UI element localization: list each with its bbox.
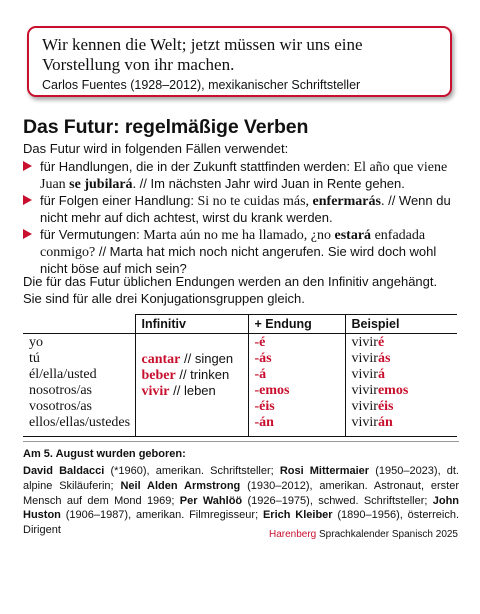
intro-text: Das Futur wird in folgenden Fällen verwendet: (23, 141, 289, 156)
page-title: Das Futur: regelmäßige Verben (23, 116, 309, 138)
example-form: viviré (351, 335, 385, 350)
person-info: (1926–1975), schwed. Schriftsteller; (242, 494, 433, 507)
person-info: (*1960), amerikan. Schriftsteller; (104, 465, 280, 477)
bullet-label: für Vermutungen: (40, 227, 140, 242)
table-header-endung: + Endung (248, 315, 345, 334)
brand-name: Harenberg (268, 529, 317, 540)
infinitive-entry: cantar // singen (141, 351, 234, 367)
arrow-icon (23, 229, 32, 239)
person-info: (1930–2012), amerikan. Astronaut, erster Mensch auf dem Mond 1969; (23, 479, 459, 507)
bullet-item (23, 159, 453, 193)
bullet-label: für Handlungen, die in der Zukunft stattfinden werden: (40, 159, 351, 174)
pronoun: tú (29, 351, 40, 366)
birthdays-title: Am 5. August wurden geboren: (23, 448, 186, 460)
person-name: Neil Alden Armstrong (120, 479, 241, 492)
quote-box (27, 26, 452, 97)
person-name: Erich Kleiber (262, 509, 333, 522)
conjugation-table (23, 314, 457, 437)
spanish-example: Marta aún no me ha llamado, ¿no (139, 228, 335, 243)
person-name: John Huston (23, 494, 460, 522)
ending: -éis (254, 399, 275, 414)
example-form: viviremos (351, 383, 409, 398)
table-row (23, 334, 457, 437)
pronoun: yo (29, 335, 43, 350)
footer (269, 529, 458, 540)
arrow-icon (23, 161, 32, 171)
note-text: Die für das Futur üblichen Endungen werden an den Infinitiv angehängt. Sie sind für alle drei Konjugationsgruppen gleich. (23, 274, 438, 306)
quote-text: Wir kennen die Welt; jetzt müssen wir uns eine Vorstellung von ihr machen. (42, 35, 363, 74)
bullet-label: für Folgen einer Handlung: (40, 193, 194, 208)
example-form: viviréis (351, 399, 394, 414)
pronoun: él/ella/usted (29, 367, 97, 382)
footer-title: Sprachkalender Spanisch 2025 (316, 529, 458, 540)
example-form: vivirá (351, 367, 385, 382)
german-translation: // Im nächsten Jahr wird Juan in Rente gehen. (136, 176, 405, 191)
example-form: vivirás (351, 351, 391, 366)
pronoun: ellos/ellas/ustedes (29, 415, 131, 430)
infinitive-entry: vivir // leben (141, 383, 216, 399)
table-header-row (23, 315, 457, 334)
spanish-example: . (380, 194, 385, 209)
spanish-example: . (132, 177, 137, 192)
spanish-example: Si no te cuidas más, (193, 194, 313, 209)
person-info: (1906–1987), amerikan. Filmregisseur; (60, 509, 263, 522)
infinitive-column (135, 334, 248, 437)
pronoun-column (23, 334, 135, 437)
spanish-example: enfadada conmigo? (40, 228, 426, 260)
ending: -ás (254, 351, 272, 366)
spanish-example: El año que viene Juan (40, 160, 448, 192)
bullet-text (40, 227, 453, 277)
person-name: Rosi Mittermaier (279, 465, 370, 477)
divider (23, 441, 459, 442)
ending-column (248, 334, 345, 437)
person-name: Per Wahlöö (179, 494, 243, 507)
example-form: vivirán (351, 415, 393, 430)
spanish-verb: se jubilará (69, 177, 133, 192)
pronoun: vosotros/as (29, 399, 92, 414)
ending: -emos (254, 383, 290, 398)
bullet-text (40, 159, 453, 193)
person-name: David Baldacci (23, 465, 105, 477)
ending: -á (254, 367, 267, 382)
ending: -é (254, 335, 266, 350)
infinitive-entry: beber // trinken (141, 367, 230, 383)
table-header-infinitiv: Infinitiv (135, 315, 248, 334)
spanish-verb: estará (334, 228, 372, 243)
bullet-item (23, 193, 453, 226)
quote-author: Carlos Fuentes (1928–2012), mexikanischer Schriftsteller (42, 78, 361, 92)
person-info: (1950–2023), dt. alpine Skiläuferin; (23, 465, 459, 492)
german-translation: // Wenn du nicht mehr auf dich achtest, wirst du krank werden. (40, 193, 451, 225)
spanish-verb: enfermarás (312, 194, 381, 209)
table-header-beispiel: Beispiel (345, 315, 457, 334)
birthdays-text (23, 464, 459, 538)
table-header-empty (23, 315, 135, 334)
ending: -án (254, 415, 274, 430)
example-column (345, 334, 457, 437)
german-translation: // Marta hat mich noch nicht angerufen. Sie wird doch wohl nicht böse auf mich sein? (40, 244, 437, 276)
bullet-item (23, 227, 453, 277)
person-info: (1890–1956), österreich. Dirigent (23, 509, 459, 537)
bullet-text (40, 193, 453, 226)
arrow-icon (23, 195, 32, 205)
pronoun: nosotros/as (29, 383, 92, 398)
